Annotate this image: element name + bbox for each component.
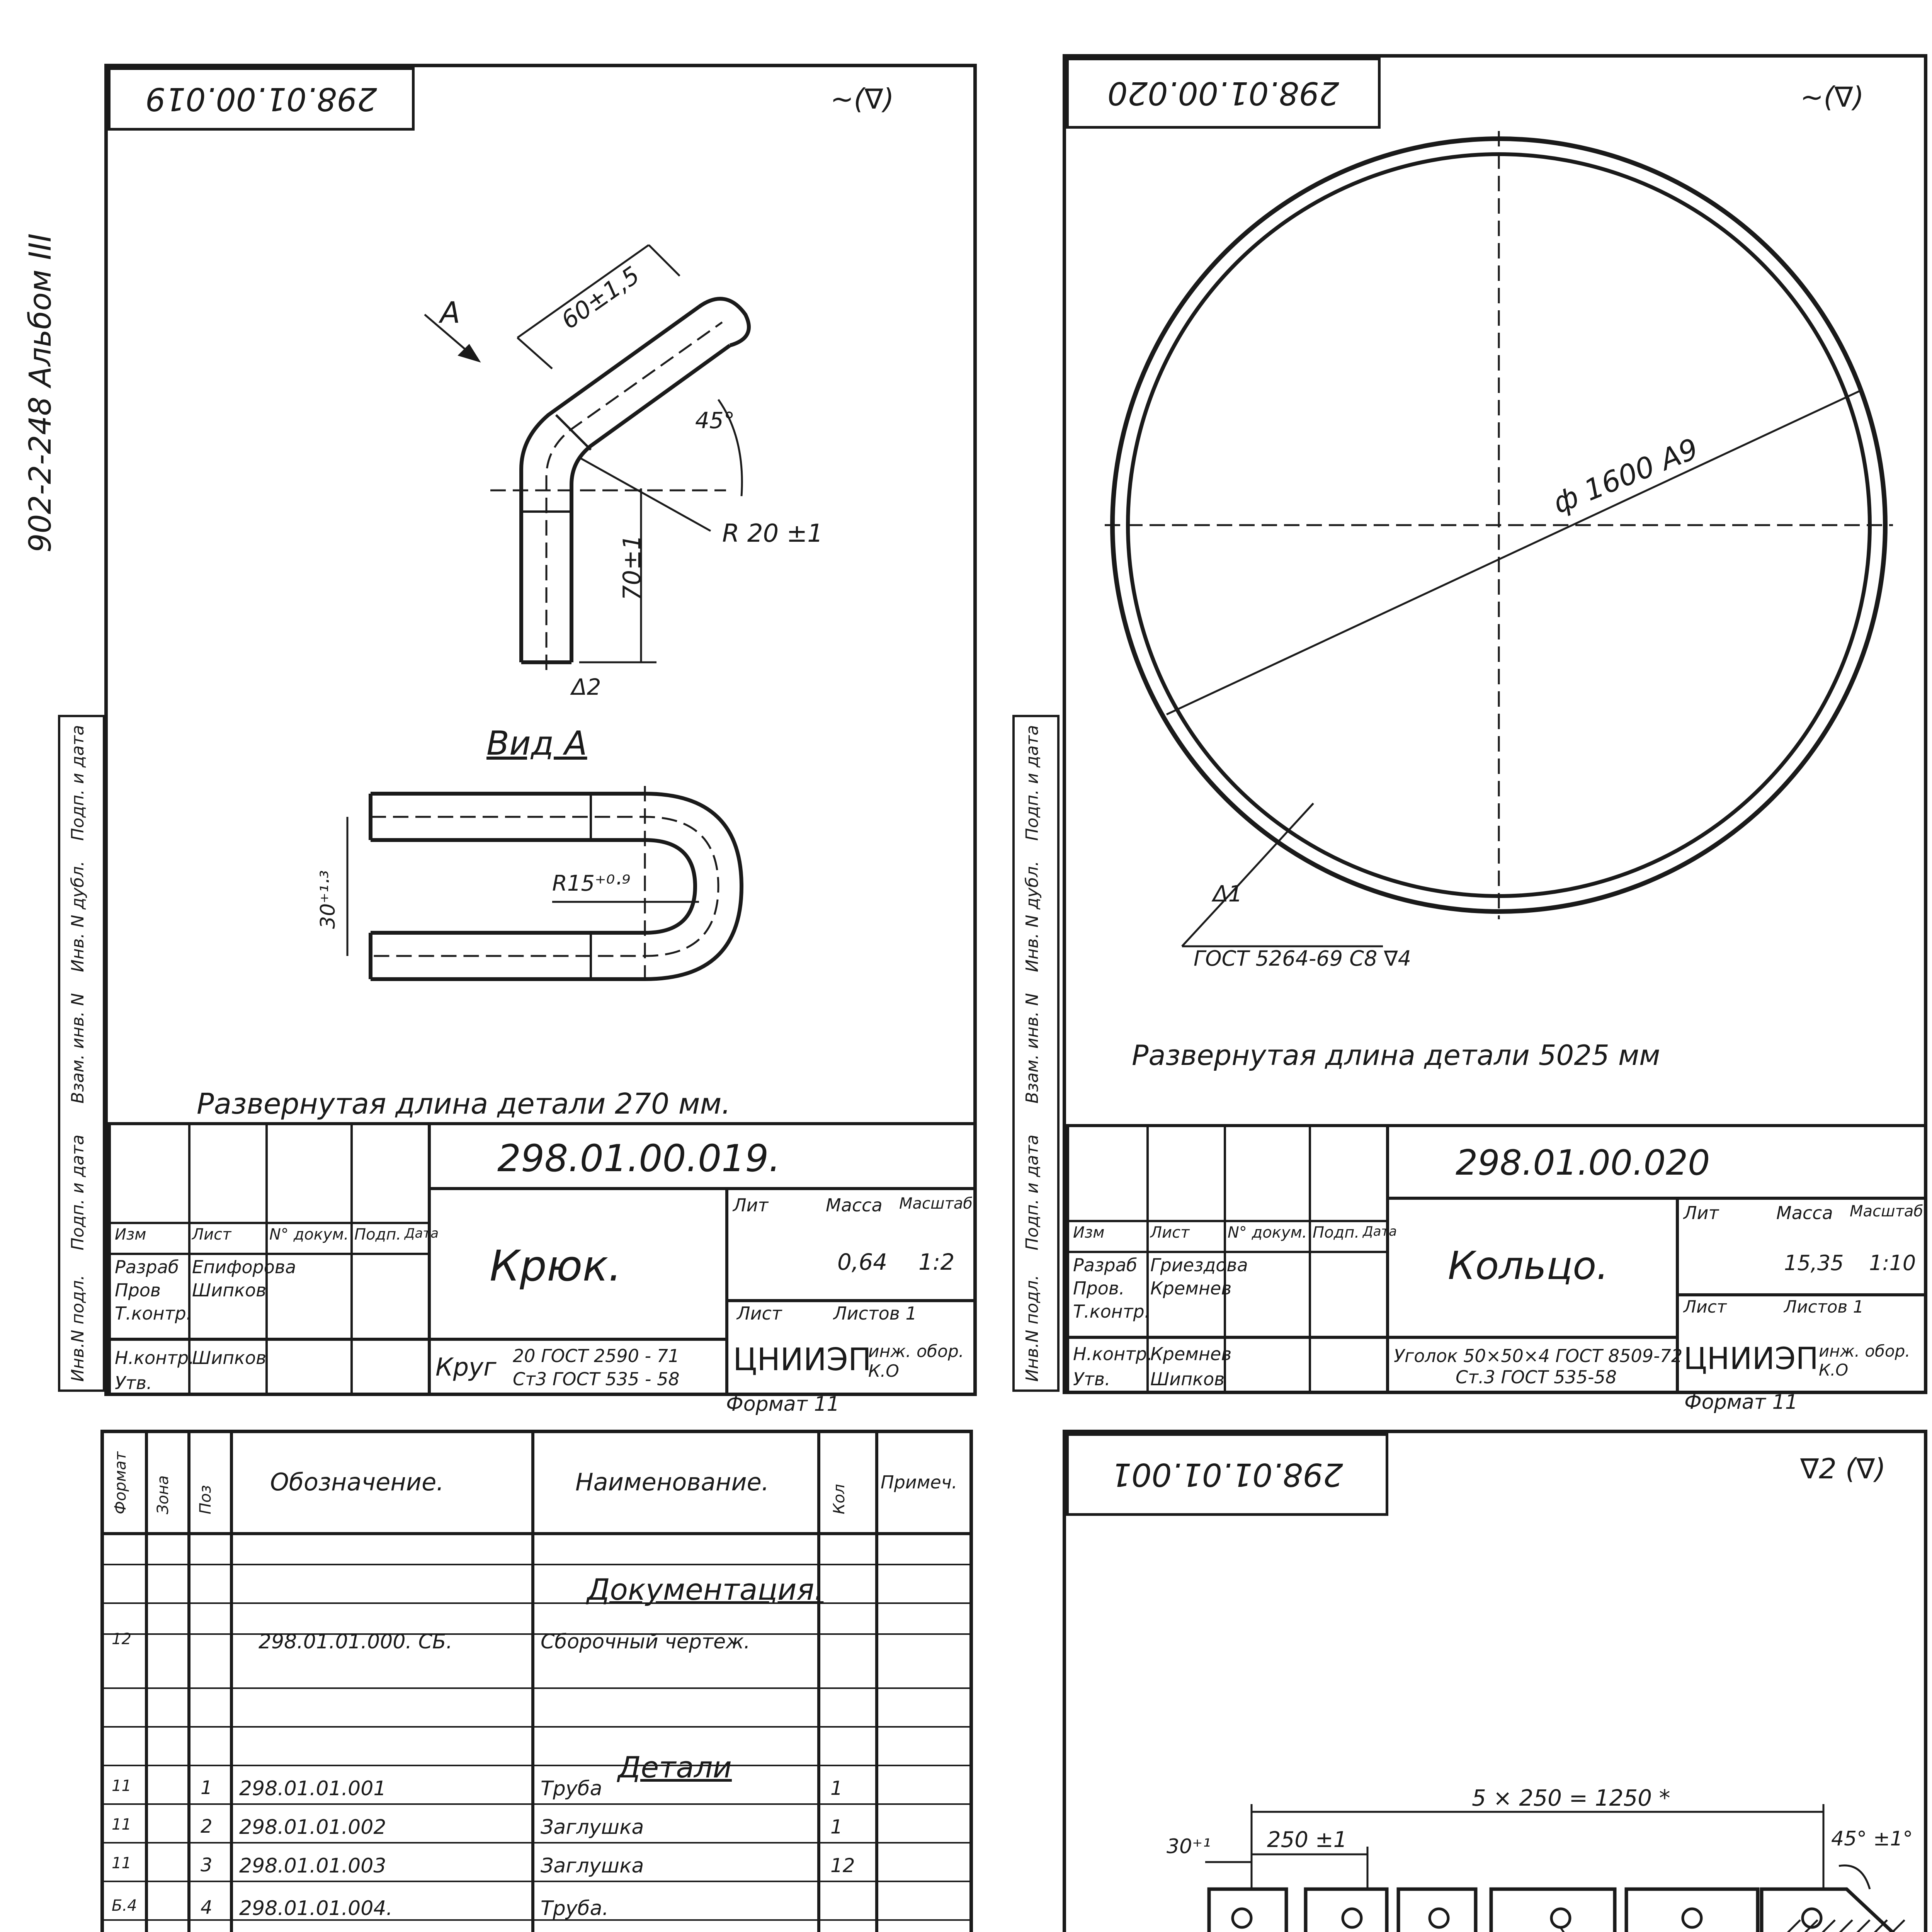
spec-head-pos: Поз <box>197 1485 214 1514</box>
ring-tb-massa: Масса <box>1776 1202 1833 1223</box>
spec-head-code: Обозначение. <box>270 1468 444 1496</box>
hook-tb-code: 298.01.00.019. <box>497 1137 781 1180</box>
hook-tb-mass: 0,64 <box>837 1249 888 1275</box>
ring-tb-appr-name: Шипков <box>1150 1369 1225 1389</box>
spec-head-note: Примеч. <box>881 1472 957 1493</box>
ring-tb-name: Кольцо. <box>1448 1243 1609 1288</box>
hook-dim-len1: 60±1,5 <box>556 260 645 335</box>
hook-side-label-3: Взам. инв. N <box>68 993 88 1104</box>
hook-tb-chk-name: Шипков <box>192 1280 267 1301</box>
hook-tb-row-sig: Подп. <box>354 1226 401 1243</box>
pipe-dim-angle: 45° ±1° <box>1831 1827 1913 1850</box>
hook-side-label-5: Подп. и дата <box>68 725 88 841</box>
spec-cell-code: 298.01.01.000. СБ. <box>259 1630 452 1653</box>
spec-head-zone: Зона <box>154 1475 172 1514</box>
ring-tb-nctrl-name: Кремнев <box>1150 1344 1232 1364</box>
hook-tb-row-lst: Лист <box>192 1226 231 1243</box>
ring-gost: ГОСТ 5264-69 С8 ∇4 <box>1194 946 1411 971</box>
spec-cell-name: Заглушка <box>541 1816 644 1839</box>
ring-developed-length: Развернутая длина детали 5025 мм <box>1132 1039 1660 1071</box>
ring-tb-scale-label: Масштаб <box>1850 1202 1923 1220</box>
hook-tb-lit: Лит <box>733 1195 769 1216</box>
hook-tb-material-spec1: 20 ГОСТ 2590 - 71 <box>513 1345 680 1366</box>
ring-tb-row-head: Изм <box>1073 1224 1105 1242</box>
ring-tb-nctrl-label: Н.контр. <box>1073 1344 1153 1364</box>
spec-section-parts: Детали <box>618 1750 732 1784</box>
spec-head-qty: Кол <box>830 1484 848 1514</box>
hook-tb-chk-label: Пров <box>115 1280 161 1301</box>
ring-format: Формат 11 <box>1684 1391 1798 1414</box>
ring-side-label-1: Инв.N подл. <box>1022 1275 1042 1382</box>
hook-title-block <box>108 1122 976 1396</box>
ring-tb-dev-name: Гриездова <box>1150 1255 1248 1276</box>
hook-tb-massa: Масса <box>826 1195 883 1216</box>
hook-tb-row-head: Изм <box>115 1226 146 1243</box>
spec-cell-name: Труба. <box>541 1897 609 1920</box>
ring-tb-row-lst: Лист <box>1150 1224 1190 1242</box>
hook-tb-material: Круг <box>435 1353 497 1382</box>
hook-tb-material-spec2: Ст3 ГОСТ 535 - 58 <box>513 1369 680 1389</box>
hook-tb-nctrl-name: Шипков <box>192 1347 267 1368</box>
sheet-spec <box>100 1430 973 1932</box>
hook-tb-dev-name: Епифорова <box>192 1257 296 1277</box>
spec-cell-code: 298.01.01.002 <box>239 1816 386 1839</box>
spec-cell-pos: 2 <box>201 1816 213 1837</box>
spec-cell-fmt: 11 <box>112 1777 131 1795</box>
hook-dim-note: Δ2 <box>571 674 601 700</box>
pipe-stamp-code: 298.01.01.001 <box>1066 1433 1388 1516</box>
ring-tb-sheet: Лист <box>1684 1297 1727 1317</box>
ring-side-strip <box>1012 715 1060 1392</box>
album-label: 902-2-248 Альбом III <box>23 233 58 553</box>
ring-tb-org2: инж. обор. К.О <box>1819 1342 1910 1379</box>
ring-tb-material-spec1: Ст.3 ГОСТ 535-58 <box>1456 1367 1617 1388</box>
ring-tb-lit: Лит <box>1684 1202 1719 1223</box>
spec-cell-qty: 12 <box>830 1854 855 1877</box>
ring-tb-sheets: Листов 1 <box>1784 1297 1864 1317</box>
spec-head-format: Формат <box>112 1451 129 1514</box>
ring-tb-row-sig: Подп. <box>1313 1224 1360 1242</box>
ring-tb-code: 298.01.00.020 <box>1456 1143 1710 1183</box>
hook-side-label-2: Подп. и дата <box>68 1134 88 1250</box>
spec-cell-name: Сборочный чертеж. <box>541 1630 750 1653</box>
ring-tb-mass: 15,35 <box>1784 1251 1844 1275</box>
hook-tb-org2: инж. обор. К.О <box>868 1342 964 1381</box>
ring-tb-appr-label: Утв. <box>1073 1369 1111 1389</box>
hook-tb-nctrl-label: Н.контр. <box>115 1347 194 1368</box>
hook-tb-dev-label: Разраб <box>115 1257 179 1277</box>
spec-cell-name: Заглушка <box>541 1854 644 1878</box>
hook-dim-len2: 70±1 <box>618 534 646 600</box>
ring-tb-material: Уголок 50×50×4 ГОСТ 8509-72 <box>1394 1345 1683 1366</box>
hook-tb-sheets: Листов 1 <box>833 1303 917 1324</box>
pipe-hatch-line <box>1773 1920 1800 1932</box>
ring-tb-row-date: Дата <box>1363 1224 1397 1239</box>
pipe-roughness: ∇2 (∇) <box>1800 1452 1886 1485</box>
hook-view-dim-h: 30⁺¹·³ <box>316 870 340 929</box>
hook-developed-length: Развернутая длина детали 270 мм. <box>197 1087 731 1121</box>
spec-cell-pos: 3 <box>201 1854 213 1876</box>
ring-note-mark: Δ1 <box>1213 881 1243 907</box>
pipe-dim-total: 5 × 250 = 1250 * <box>1472 1785 1670 1811</box>
spec-head-name: Наименование. <box>575 1468 769 1496</box>
hook-tb-scale-label: Масштаб <box>899 1195 973 1213</box>
hook-view-dim-r: R15⁺⁰·⁹ <box>552 871 631 896</box>
ring-side-label-2: Подп. и дата <box>1022 1134 1042 1250</box>
sheet-pipe <box>1063 1430 1927 1932</box>
ring-tb-dev-label: Разраб <box>1073 1255 1138 1276</box>
ring-title-block <box>1066 1124 1927 1394</box>
hook-dim-arrow: A <box>440 295 460 330</box>
hook-format: Формат 11 <box>726 1393 840 1416</box>
hook-tb-scale: 1:2 <box>918 1249 955 1275</box>
hook-tb-org: ЦНИИЭП <box>733 1342 871 1378</box>
spec-cell-name: Труба <box>541 1777 602 1800</box>
hook-roughness: ~(∇) <box>830 83 894 115</box>
hook-tb-row-doc: N° докум. <box>269 1226 349 1243</box>
spec-cell-pos: 4 <box>201 1897 213 1918</box>
ring-tb-tctrl: Т.контр. <box>1073 1301 1150 1322</box>
pipe-dim-pitch: 250 ±1 <box>1267 1827 1347 1852</box>
hook-tb-appr: Утв. <box>115 1372 152 1393</box>
spec-cell-fmt: 12 <box>112 1630 131 1648</box>
spec-cell-fmt: Б.4 <box>112 1897 137 1915</box>
spec-cell-fmt: 11 <box>112 1854 131 1872</box>
hook-side-strip <box>58 715 105 1392</box>
ring-tb-chk-name: Кремнев <box>1150 1278 1232 1299</box>
hook-view-title: Вид А <box>486 724 587 763</box>
spec-cell-code: 298.01.01.003 <box>239 1854 386 1878</box>
hook-tb-name: Крюк. <box>490 1241 622 1291</box>
spec-cell-code: 298.01.01.001 <box>239 1777 386 1800</box>
hook-tb-sheet: Лист <box>737 1303 782 1324</box>
spec-cell-code: 298.01.01.004. <box>239 1897 393 1920</box>
ring-side-label-3: Взам. инв. N <box>1022 993 1042 1104</box>
ring-tb-scale: 1:10 <box>1869 1251 1916 1275</box>
hook-tb-tctrl: Т.контр. <box>115 1303 192 1324</box>
hook-stamp-code: 298.01.00.019 <box>108 67 415 131</box>
ring-side-label-5: Подп. и дата <box>1022 725 1042 841</box>
hook-side-label-4: Инв. N дубл. <box>68 861 88 972</box>
hook-tb-row-date: Дата <box>405 1226 439 1241</box>
ring-tb-org: ЦНИИЭП <box>1684 1342 1819 1376</box>
ring-stamp-code: 298.01.00.020 <box>1066 58 1381 129</box>
sheet-ring <box>1063 54 1927 1414</box>
sheet-hook <box>104 64 977 1416</box>
spec-cell-pos: 1 <box>201 1777 213 1799</box>
hook-side-label-1: Инв.N подл. <box>68 1275 88 1382</box>
spec-cell-qty: 1 <box>830 1777 843 1799</box>
hook-dim-radius: R 20 ±1 <box>722 519 823 548</box>
spec-cell-fmt: 11 <box>112 1816 131 1833</box>
spec-cell-qty: 1 <box>830 1816 843 1838</box>
ring-roughness: ~(∇) <box>1800 81 1864 113</box>
pipe-dim-start: 30⁺¹ <box>1167 1835 1211 1858</box>
spec-section-docs: Документация. <box>587 1572 824 1607</box>
ring-side-label-4: Инв. N дубл. <box>1022 861 1042 972</box>
ring-tb-chk-label: Пров. <box>1073 1278 1125 1299</box>
ring-diameter: ф 1600 А9 <box>1548 432 1703 520</box>
ring-tb-row-doc: N° докум. <box>1228 1224 1307 1242</box>
hook-dim-angle: 45° <box>695 407 735 434</box>
